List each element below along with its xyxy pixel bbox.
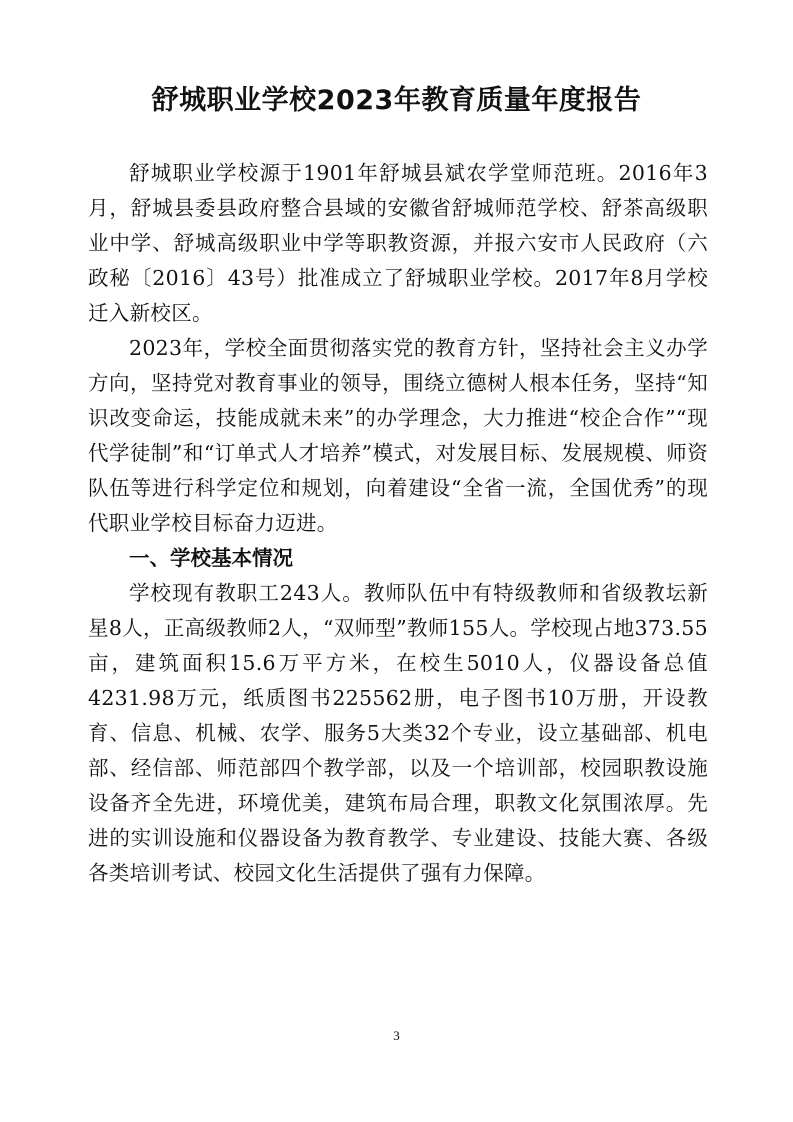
section-heading: 一、学校基本情况 [129, 546, 293, 570]
page-number: 3 [393, 1028, 400, 1043]
document-body [88, 156, 708, 891]
document-title: 舒城职业学校2023年教育质量年度报告 [151, 85, 642, 116]
section-paragraph: 学校现有教职工243人。教师队伍中有特级教师和省级教坛新星8人，正高级教师2人，“双师型”教师155人。学校现占地373.55亩，建筑面积15.6万平方米，在校生5010人，仪器设备总值4231.98万元，纸质图书225562册，电子图书10万册，开设教育、信息、机械、农学、服务5大类32个专业，设立基础部、机电部、经信部、师范部四个教学部，以及一个培训部，校园职教设施设备齐全先进，环境优美，建筑布局合理，职教文化氛围浓厚。先进的实训设施和仪器设备为教育教学、专业建设、技能大赛、各级各类培训考试、校园文化生活提供了强有力保障。 [88, 581, 708, 885]
intro-paragraph-2: 2023年，学校全面贯彻落实党的教育方针，坚持社会主义办学方向，坚持党对教育事业的领导，围绕立德树人根本任务，坚持“知识改变命运，技能成就未来”的办学理念，大力推进“校企合作”“现代学徒制”和“订单式人才培养”模式，对发展目标、发展规模、师资队伍等进行科学定位和规划，向着建设“全省一流，全国优秀”的现代职业学校目标奋力迈进。 [88, 336, 708, 535]
intro-paragraph-1: 舒城职业学校源于1901年舒城县斌农学堂师范班。2016年3月，舒城县委县政府整合县域的安徽省舒城师范学校、舒茶高级职业中学、舒城高级职业中学等职教资源，并报六安市人民政府（六政秘〔2016〕43号）批准成立了舒城职业学校。2017年8月学校迁入新校区。 [88, 161, 708, 325]
